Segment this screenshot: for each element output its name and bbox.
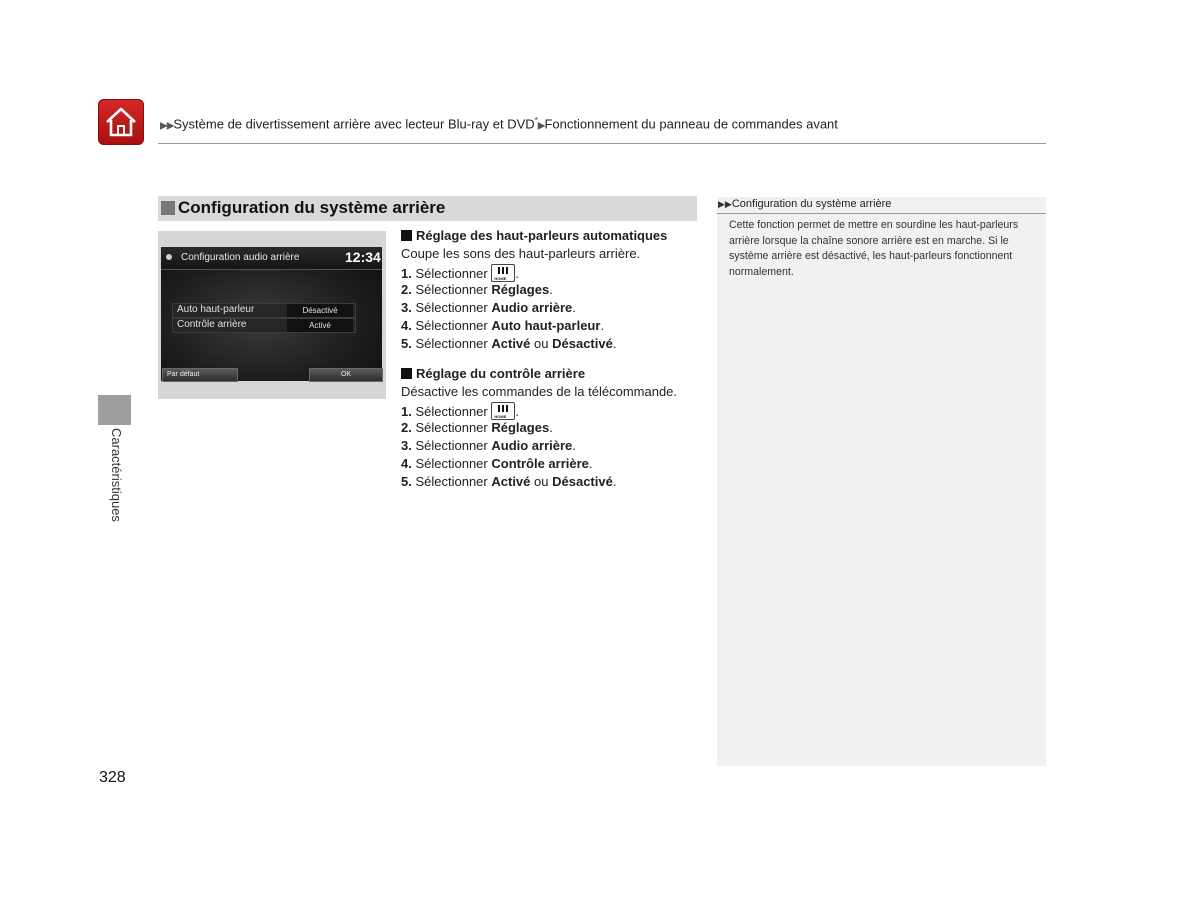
note-title[interactable]: ▶▶Configuration du système arrière [718, 198, 892, 210]
breadcrumb-arrow-icon: ▶ [537, 120, 545, 132]
procedure-1-description: Coupe les sons des haut-parleurs arrière. [401, 246, 641, 261]
chapter-tab-label: Caractéristiques [109, 428, 124, 522]
screen-row-rear-control [172, 318, 356, 333]
screen-row-value: Désactivé [287, 304, 353, 317]
procedure-1-heading: Réglage des haut-parleurs automatiques [401, 228, 667, 243]
procedure-1-step: 4. Sélectionner Auto haut-parleur. [401, 318, 605, 333]
section-title: Configuration du système arrière [178, 198, 446, 217]
home-button[interactable] [98, 99, 144, 145]
procedure-2-step: 2. Sélectionner Réglages. [401, 420, 553, 435]
screen-settings-icon [166, 254, 172, 260]
note-text: Cette fonction permet de mettre en sourdine les haut-parleurs arrière lorsque la chaîne sonore arrière est en marche. Si le système arrière est désactivé, les haut-parleurs fonctionnent normalement. [729, 219, 1019, 278]
procedure-2-step: 4. Sélectionner Contrôle arrière. [401, 456, 593, 471]
breadcrumb-part-2[interactable]: Fonctionnement du panneau de commandes avant [544, 116, 838, 132]
section-header [158, 196, 697, 221]
chapter-tab[interactable] [98, 395, 131, 425]
breadcrumb [160, 116, 838, 131]
procedure-1-step: 5. Sélectionner Activé ou Désactivé. [401, 336, 617, 351]
breadcrumb-asterisk: * [534, 116, 538, 125]
procedure-2-step: 5. Sélectionner Activé ou Désactivé. [401, 474, 617, 489]
heading-marker-icon [401, 230, 412, 241]
screen-row-auto-speaker [172, 303, 356, 318]
home-grid-icon: HOME [491, 264, 515, 282]
procedure-1-step: 2. Sélectionner Réglages. [401, 282, 553, 297]
section-marker-icon [161, 201, 175, 215]
screen-row-label: Auto haut-parleur [177, 304, 255, 315]
screen-title: Configuration audio arrière [181, 252, 300, 263]
screen-clock: 12:34 [345, 249, 381, 265]
procedure-2-description: Désactive les commandes de la télécommande. [401, 384, 678, 399]
breadcrumb-arrow-icon: ▶▶ [160, 120, 174, 132]
screen-ok-button: OK [309, 368, 383, 382]
screen-row-value: Activé [287, 319, 353, 332]
breadcrumb-part-1[interactable]: Système de divertissement arrière avec lecteur Blu-ray et DVD [173, 116, 535, 132]
procedure-2-step: 3. Sélectionner Audio arrière. [401, 438, 576, 453]
note-panel [717, 197, 1046, 766]
heading-marker-icon [401, 368, 412, 379]
procedure-2-step: 1. Sélectionner HOME . [401, 404, 519, 419]
header-divider [158, 143, 1046, 144]
screen-default-button: Par défaut [162, 368, 238, 382]
home-grid-icon: HOME [491, 402, 515, 420]
note-link-icon: ▶▶ [718, 199, 732, 209]
procedure-2-heading: Réglage du contrôle arrière [401, 366, 585, 381]
procedure-1-step: 1. Sélectionner HOME . [401, 266, 519, 281]
home-icon [103, 104, 139, 140]
screen-row-label: Contrôle arrière [177, 319, 247, 330]
page-number: 328 [99, 769, 126, 786]
procedure-1-step: 3. Sélectionner Audio arrière. [401, 300, 576, 315]
